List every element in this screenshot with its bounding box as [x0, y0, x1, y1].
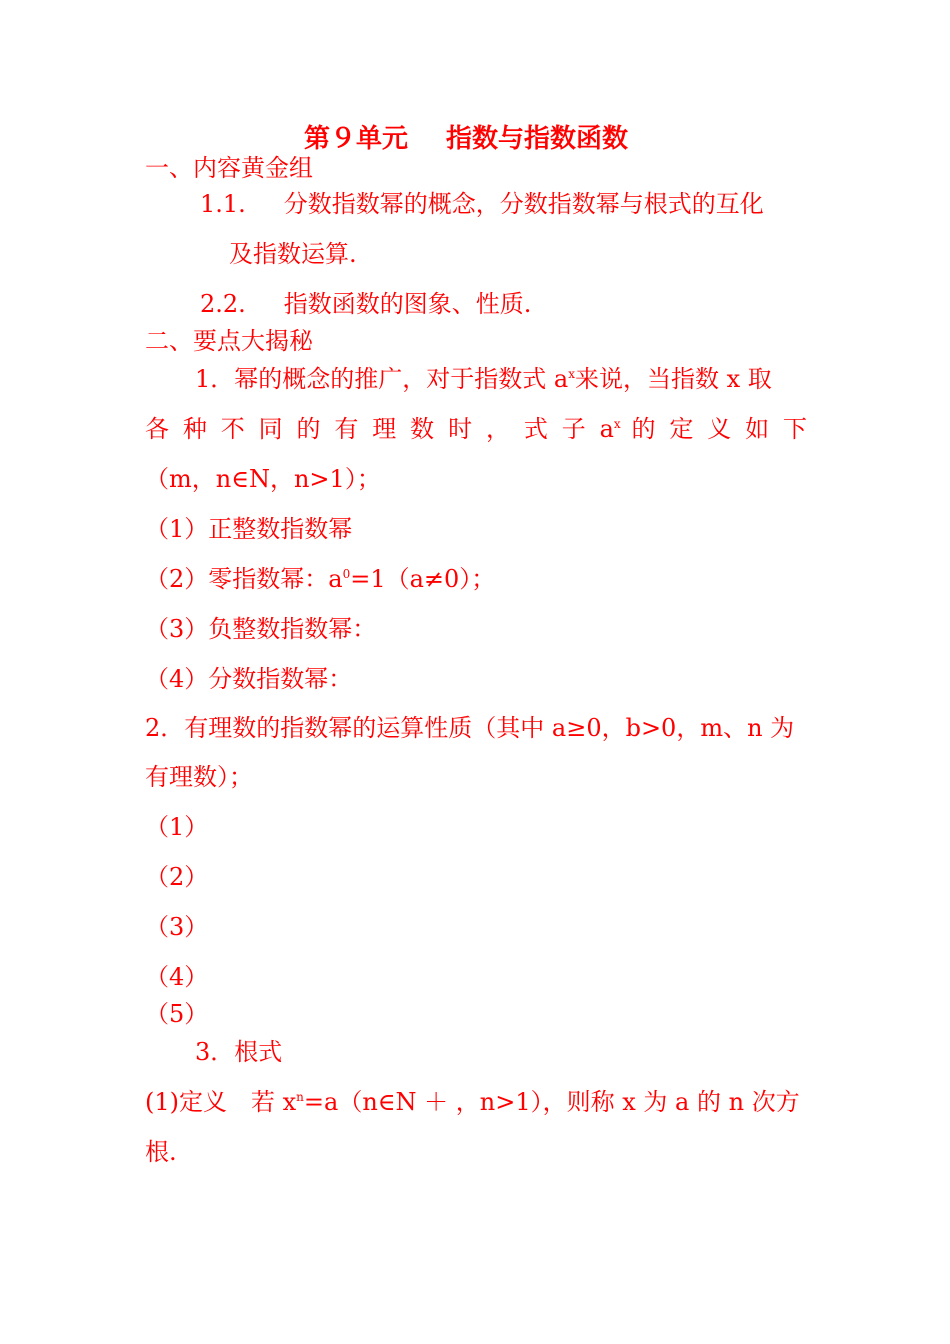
root-definition-line1	[145, 1087, 800, 1117]
property-5: （5）	[145, 1000, 209, 1028]
zero-exponent-tail: =1（a≠0）；	[350, 565, 496, 593]
root-definition-label: (1)定义	[145, 1088, 227, 1116]
item1-number: 1.1.	[200, 190, 246, 218]
property-2: （2）	[145, 863, 209, 891]
property-4: （4）	[145, 963, 209, 991]
section1-item1	[200, 189, 764, 219]
paragraph1-line2-tail: 的 定 义 如 下	[620, 415, 807, 443]
paragraph2-line2: 有理数）；	[145, 763, 253, 791]
paragraph1-line2-text: 各 种 不 同 的 有 理 数 时 ， 式 子 a	[145, 415, 614, 443]
page-title	[304, 124, 628, 154]
root-definition-tail: =a（n∈N ＋ ，n>1），则称 x 为 a 的 n 次方	[303, 1088, 800, 1116]
item1-text: 分数指数幂的概念，分数指数幂与根式的互化	[283, 190, 764, 218]
paragraph1-line3: （m，n∈N，n>1）；	[145, 465, 381, 493]
definition-fractional: （4）分数指数幂：	[145, 665, 353, 693]
definition-negative-integer: （3）负整数指数幂：	[145, 615, 377, 643]
paragraph2-line1: 2．有理数的指数幂的运算性质（其中 a≥0，b>0，m、n 为	[145, 714, 795, 742]
property-1: （1）	[145, 813, 209, 841]
section1-item2	[200, 289, 531, 319]
paragraph3-heading: 3．根式	[195, 1038, 283, 1066]
paragraph1-line2	[145, 414, 807, 444]
section2-heading: 二、要点大揭秘	[145, 327, 313, 355]
root-definition-line2: 根.	[145, 1138, 177, 1166]
zero-exponent-text: （2）零指数幂：a	[145, 565, 343, 593]
title-unit: 第９单元	[304, 124, 409, 154]
section1-heading: 一、内容黄金组	[145, 154, 313, 182]
superscript-x-2: x	[613, 417, 621, 431]
superscript-zero: 0	[342, 567, 351, 581]
root-definition-text: 若 x	[251, 1088, 297, 1116]
paragraph1-line1-text: 1．幂的概念的推广，对于指数式 a	[195, 365, 569, 393]
item2-text: 指数函数的图象、性质.	[283, 290, 532, 318]
superscript-x: x	[568, 367, 575, 381]
definition-zero-exponent	[145, 564, 495, 594]
item2-number: 2.2.	[200, 290, 246, 318]
definition-positive-integer: （1）正整数指数幂	[145, 515, 353, 543]
paragraph1-line1-tail: 来说，当指数 x 取	[575, 365, 772, 393]
superscript-n: n	[296, 1090, 304, 1104]
property-3: （3）	[145, 913, 209, 941]
title-topic: 指数与指数函数	[446, 124, 629, 154]
paragraph1-line1	[195, 364, 772, 394]
section1-item1-continued: 及指数运算.	[229, 240, 357, 268]
